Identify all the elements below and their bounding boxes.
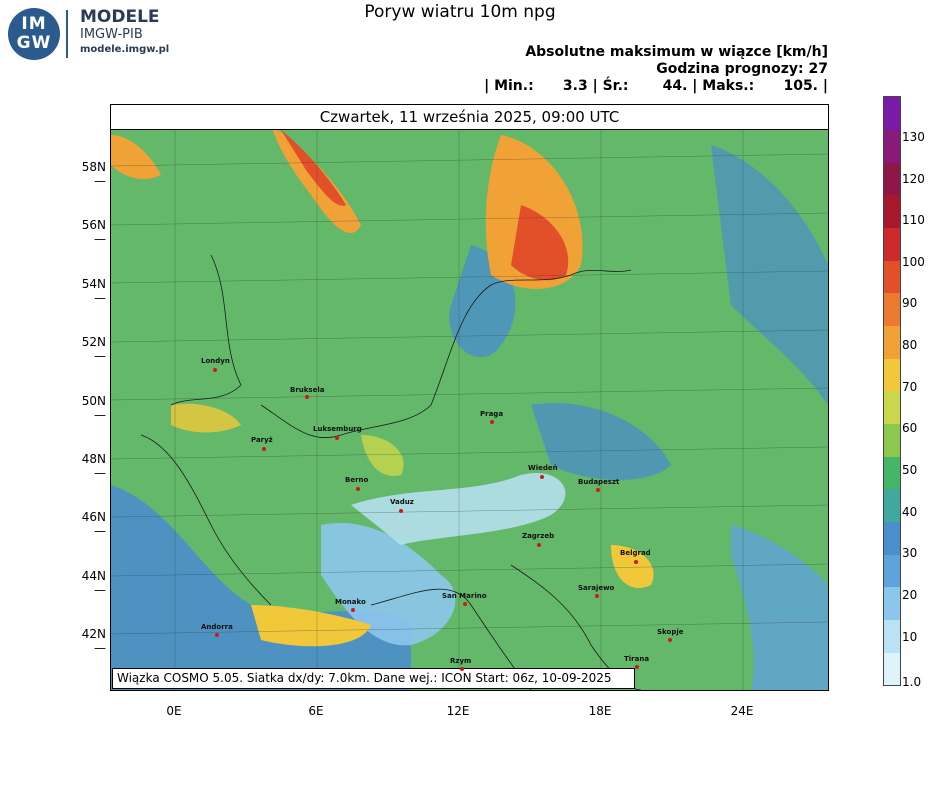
model-info-footer: Wiązka COSMO 5.05. Siatka dx/dy: 7.0km. Dane wej.: ICON Start: 06z, 10-09-2025	[112, 668, 635, 689]
forecast-date-label: Czwartek, 11 września 2025, 09:00 UTC	[110, 104, 829, 130]
latitude-label: 44N —	[81, 569, 106, 597]
city-label: Skopje	[657, 628, 684, 636]
logo-line2: GW	[16, 33, 52, 53]
city-label: Rzym	[450, 657, 472, 665]
latitude-label: 48N —	[81, 452, 106, 480]
colorbar-segment	[884, 293, 900, 326]
latitude-label: 58N —	[81, 160, 106, 188]
colorbar-segment	[884, 522, 900, 555]
colorbar-tick-label: 130	[902, 130, 925, 144]
longitude-label: 24E	[730, 704, 754, 718]
colorbar-tick-label: 50	[902, 463, 918, 477]
forecast-hour: Godzina prognozy: 27	[656, 61, 828, 77]
colorbar-segment	[884, 162, 900, 195]
colorbar-tick-label: 90	[902, 296, 918, 310]
city-label: Zagrzeb	[522, 532, 555, 540]
colorbar-segment	[884, 424, 900, 457]
longitude-label: 18E	[588, 704, 612, 718]
colorbar-segment	[884, 326, 900, 359]
city-marker	[351, 608, 355, 612]
wind-speed-colorbar	[883, 96, 901, 686]
city-marker	[305, 395, 309, 399]
city-label: Luksemburg	[313, 425, 362, 433]
colorbar-tick-label: 40	[902, 505, 918, 519]
city-marker	[490, 420, 494, 424]
city-marker	[595, 594, 599, 598]
city-marker	[540, 475, 544, 479]
latitude-label: 54N —	[81, 277, 106, 305]
latitude-label: 52N —	[81, 335, 106, 363]
city-marker	[460, 667, 464, 671]
city-marker	[635, 665, 639, 669]
logo-separator	[66, 10, 68, 58]
colorbar-segment	[884, 228, 900, 261]
colorbar-tick-label: 10	[902, 630, 918, 644]
latitude-label: 46N —	[81, 510, 106, 538]
latitude-label: 42N —	[81, 627, 106, 655]
latitude-label: 50N —	[81, 394, 106, 422]
city-marker	[215, 633, 219, 637]
city-label: Wiedeń	[528, 464, 558, 472]
stats-line: | Min.: 3.3 | Śr.: 44. | Maks.: 105. |	[484, 78, 828, 94]
colorbar-segment	[884, 260, 900, 293]
city-label: San Marino	[442, 592, 487, 600]
city-label: Monako	[335, 598, 366, 606]
colorbar-tick-label: 80	[902, 338, 918, 352]
colorbar-tick-label: 1.0	[902, 675, 922, 689]
city-marker	[634, 560, 638, 564]
latitude-label: 56N —	[81, 218, 106, 246]
longitude-label: 12E	[446, 704, 470, 718]
wind-gust-map	[111, 105, 828, 690]
city-label: Praga	[480, 410, 504, 418]
colorbar-tick-label: 60	[902, 421, 918, 435]
longitude-label: 6E	[308, 704, 324, 718]
city-marker	[356, 487, 360, 491]
imgw-logo	[8, 8, 60, 60]
city-marker	[335, 436, 339, 440]
city-marker	[668, 638, 672, 642]
colorbar-segment	[884, 456, 900, 489]
city-label: Vaduz	[390, 498, 414, 506]
city-marker	[596, 488, 600, 492]
logo-line1: IM	[21, 14, 47, 34]
colorbar-tick-label: 100	[902, 255, 925, 269]
colorbar-segment	[884, 620, 900, 653]
city-label: Londyn	[201, 357, 230, 365]
city-marker	[213, 368, 217, 372]
city-label: Budapeszt	[578, 478, 620, 486]
colorbar-segment	[884, 391, 900, 424]
colorbar-tick-label: 120	[902, 172, 925, 186]
colorbar-segment	[884, 358, 900, 391]
colorbar-segment	[884, 130, 900, 163]
brand-url[interactable]: modele.imgw.pl	[80, 44, 170, 55]
city-label: Bruksela	[290, 386, 325, 394]
city-marker	[399, 509, 403, 513]
colorbar-tick-label: 70	[902, 380, 918, 394]
city-marker	[463, 602, 467, 606]
colorbar-segment	[884, 652, 900, 685]
colorbar-tick-label: 30	[902, 546, 918, 560]
city-label: Belgrad	[620, 549, 651, 557]
colorbar-tick-label: 20	[902, 588, 918, 602]
colorbar-segment	[884, 489, 900, 522]
colorbar-segment	[884, 195, 900, 228]
map-title: Poryw wiatru 10m npg	[364, 2, 556, 22]
map-subtitle: Absolutne maksimum w wiązce [km/h]	[525, 44, 828, 60]
map-area	[110, 104, 829, 691]
colorbar-segment	[884, 587, 900, 620]
city-label: Paryż	[251, 436, 273, 444]
colorbar-segment	[884, 97, 900, 130]
city-marker	[262, 447, 266, 451]
brand-name: MODELE	[80, 7, 160, 27]
brand-subtitle: IMGW-PIB	[80, 27, 143, 42]
city-marker	[537, 543, 541, 547]
colorbar-segment	[884, 554, 900, 587]
city-label: Tirana	[624, 655, 650, 663]
city-label: Berno	[345, 476, 369, 484]
longitude-label: 0E	[166, 704, 182, 718]
city-label: Sarajewo	[578, 584, 615, 592]
colorbar-tick-label: 110	[902, 213, 925, 227]
city-label: Andorra	[201, 623, 233, 631]
